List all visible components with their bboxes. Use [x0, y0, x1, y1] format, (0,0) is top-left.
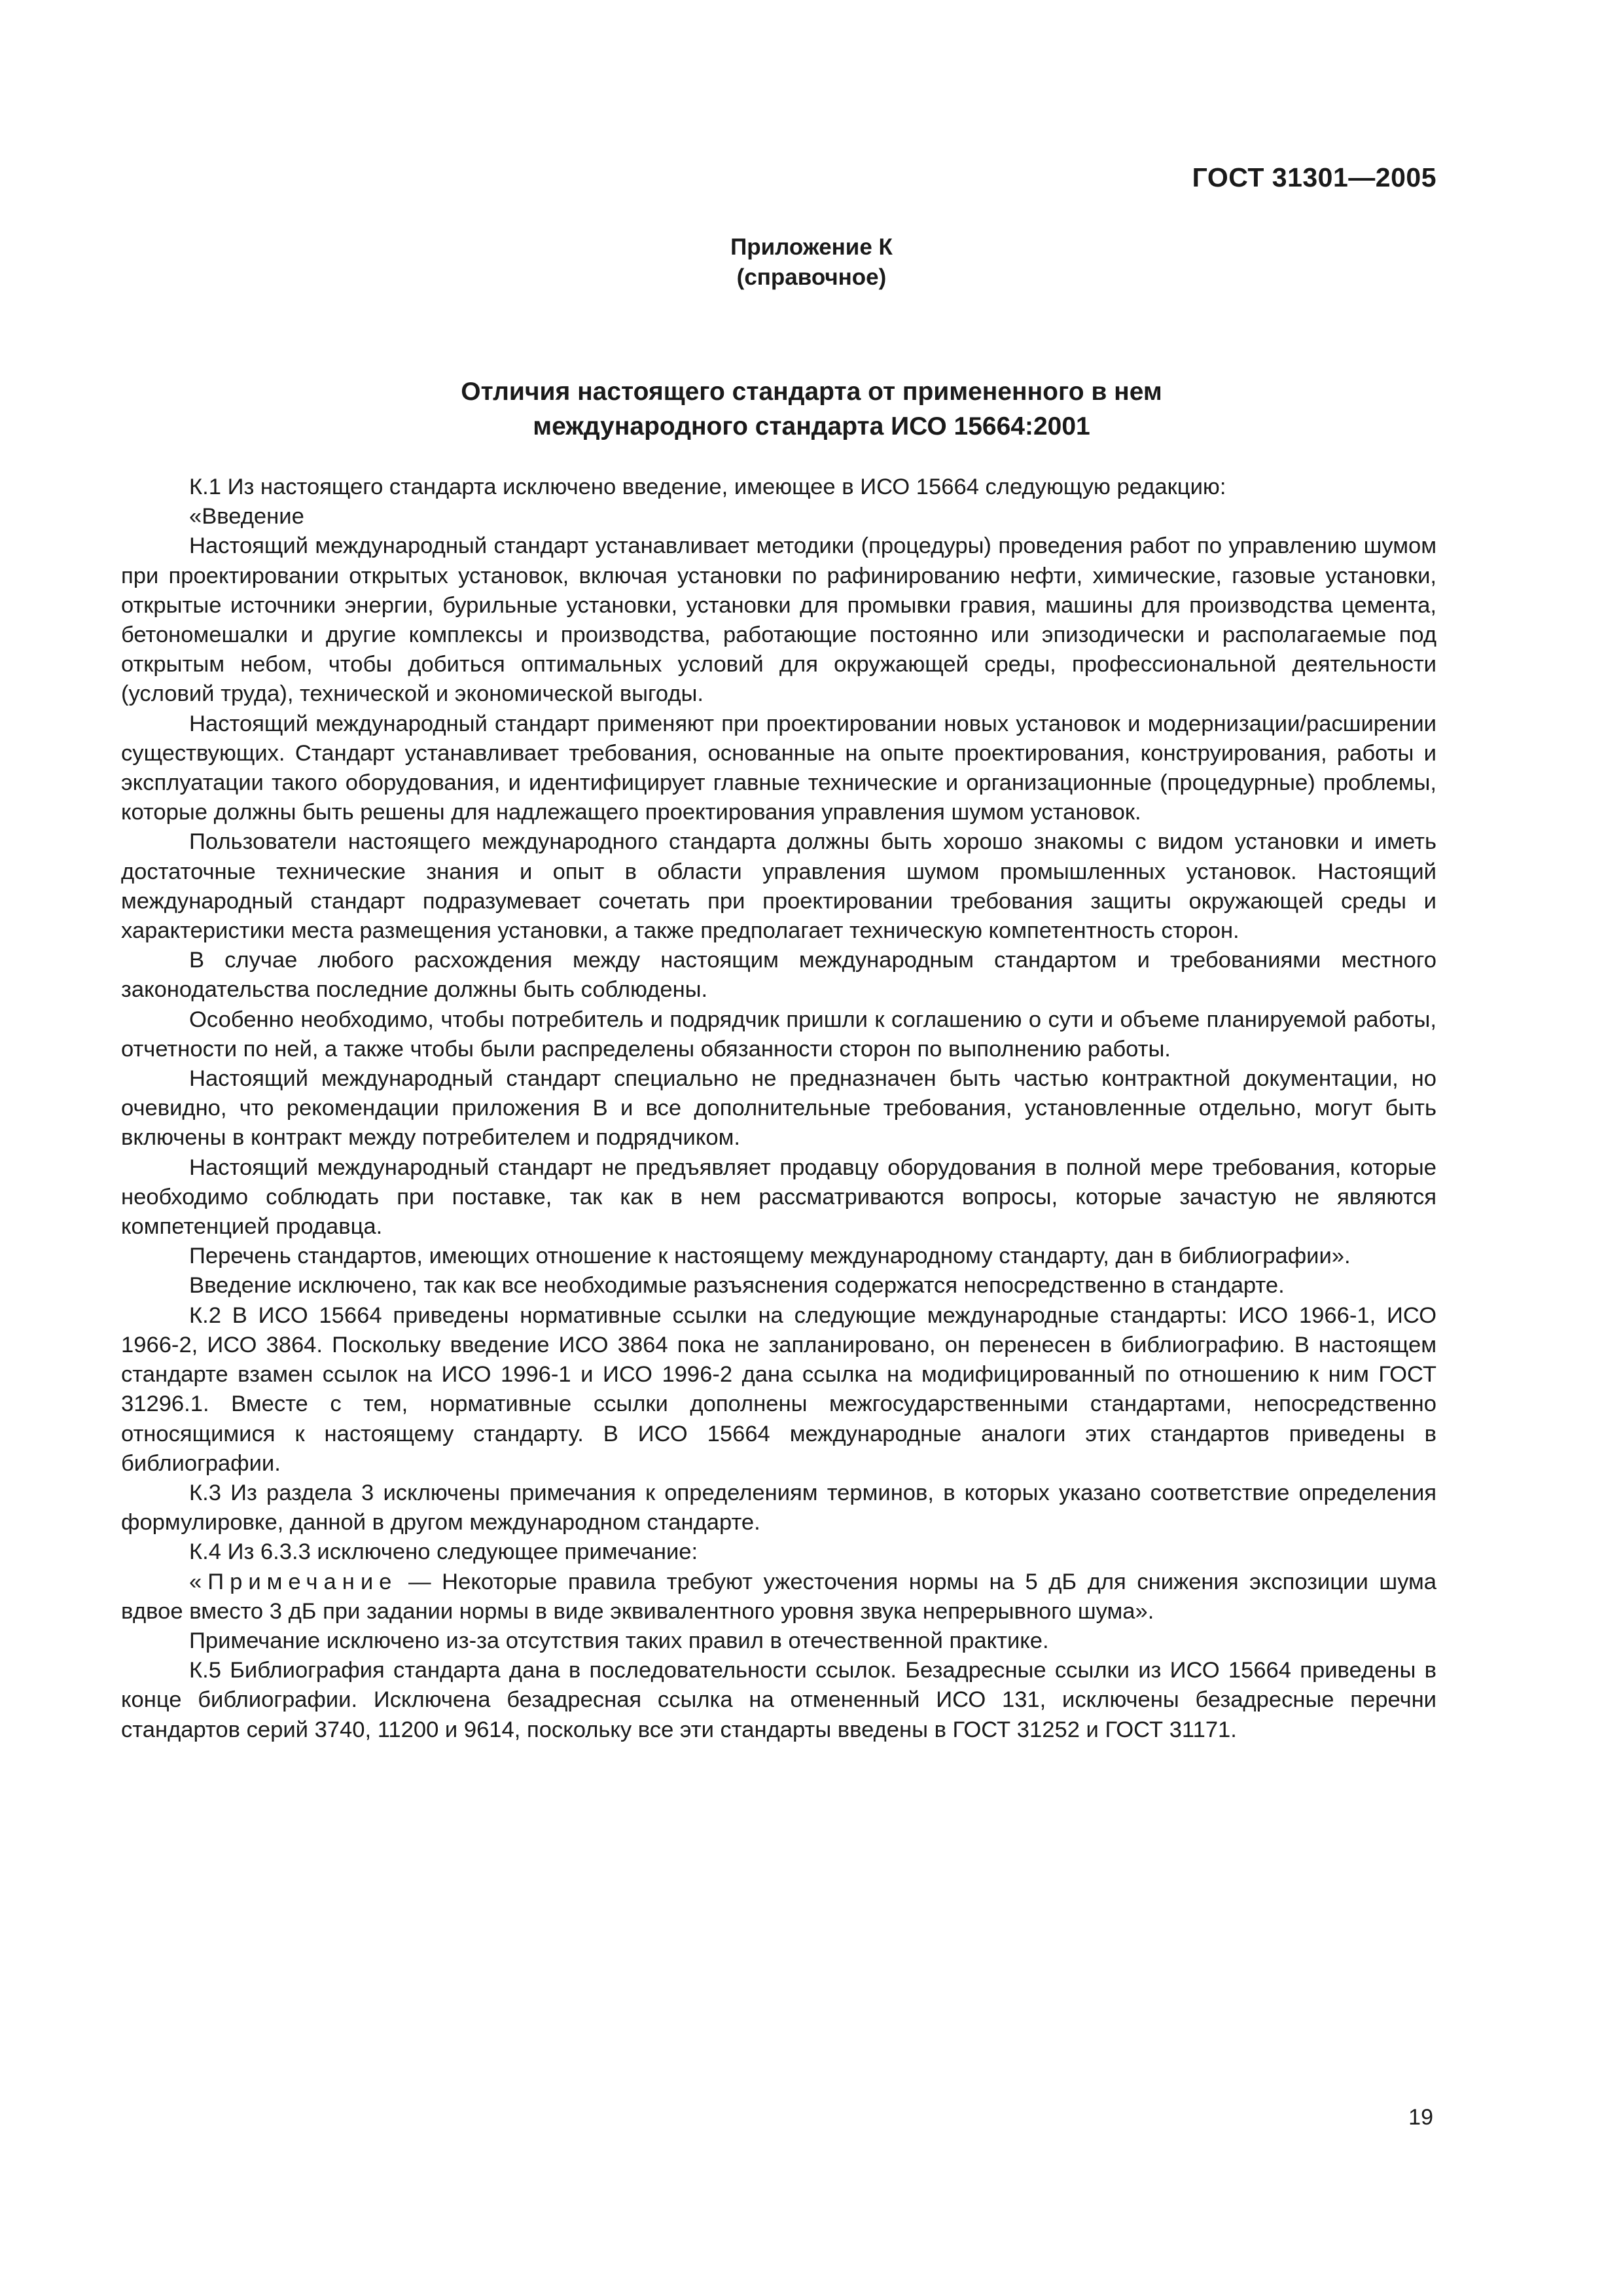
body-text — [121, 473, 1436, 1745]
intro-heading: «Введение — [189, 504, 304, 529]
clause-k1: К.1 Из настоящего стандарта исключено введение, имеющее в ИСО 15664 следующую редакцию: — [189, 475, 1226, 499]
clause-k4: К.4 Из 6.3.3 исключено следующее примечание: — [189, 1539, 698, 1565]
paragraph: Настоящий международный стандарт не предъявляет продавцу оборудования в полной мере требования, которые необходимо соблюдать при поставке, так как в нем рассматриваются вопросы, которые зачастую не являются компетенцией продавца. — [121, 1155, 1436, 1240]
clause-k2: К.2 В ИСО 15664 приведены нормативные ссылки на следующие международные стандарты: ИСО 1966-1, ИСО 1966-2, ИСО 3864. Поскольку введение ИСО 3864 пока не запланировано, он перенесен в библиографию. В настоящем стандарте взамен ссылок на ИСО 1996-1 и ИСО 1996-2 дана ссылка на модифицированный по отношению к ним ГОСТ 31296.1. Вместе с тем, нормативные ссылки дополнены межгосударственными стандартами, непосредственно относящимися к настоящему стандарту. В ИСО 15664 международные аналоги этих стандартов приведены в библиографии. — [121, 1302, 1436, 1476]
paragraph: Настоящий международный стандарт применяют при проектировании новых установок и модернизации/расширении существующих. Стандарт устанавливает требования, основанные на опыте проектирования, конструирования, работы и эксплуатации такого оборудования, и идентифицирует главные технические и организационные (процедурные) проблемы, которые должны быть решены для надлежащего проектирования управления шумом установок. — [121, 711, 1436, 825]
note-prefix: «Примечание — [189, 1569, 398, 1594]
title-line-2: международного стандарта ИСО 15664:2001 — [533, 412, 1090, 440]
appendix-label: Приложение К — [730, 234, 893, 260]
paragraph: Примечание исключено из-за отсутствия таких правил в отечественной практике. — [189, 1628, 1049, 1653]
title-line-1: Отличия настоящего стандарта от примененного в нем — [461, 378, 1162, 406]
clause-k5: К.5 Библиография стандарта дана в последовательности ссылок. Безадресные ссылки из ИСО 15664 приведены в конце библиографии. Исключена безадресная ссылка на отмененный ИСО 131, исключены безадресные перечни стандартов серий 3740, 11200 и 9614, поскольку все эти стандарты введены в ГОСТ 31252 и ГОСТ 31171. — [121, 1658, 1436, 1742]
appendix-heading — [0, 232, 1623, 293]
appendix-type: (справочное) — [736, 264, 887, 290]
paragraph: Особенно необходимо, чтобы потребитель и подрядчик пришли к соглашению о сути и объеме планируемой работы, отчетности по ней, а также чтобы были распределены обязанности сторон по выполнению работы. — [121, 1007, 1436, 1062]
paragraph: Настоящий международный стандарт специально не предназначен быть частью контрактной документации, но очевидно, что рекомендации приложения В и все дополнительные требования, установленные отдельно, могут быть включены в контракт между потребителем и подрядчиком. — [121, 1066, 1436, 1151]
paragraph: Перечень стандартов, имеющих отношение к настоящему международному стандарту, дан в библиографии». — [189, 1244, 1351, 1269]
paragraph: Пользователи настоящего международного стандарта должны быть хорошо знакомы с видом установки и иметь достаточные технические знания и опыт в области управления шумом промышленных установок. Настоящий международный стандарт подразумевает сочетать при проектировании требования защиты окружающей среды и характеристики места размещения установки, а также предполагает техническую компетентность сторон. — [121, 829, 1436, 944]
paragraph: В случае любого расхождения между настоящим международным стандартом и требованиями местного законодательства последние должны быть соблюдены. — [121, 948, 1436, 1003]
note-text: — Некоторые правила требуют ужесточения нормы на 5 дБ для снижения экспозиции шума вдвое вместо 3 дБ при задании нормы в виде эквивалентного уровня звука непрерывного шума». — [121, 1569, 1436, 1624]
page-number: 19 — [1408, 2105, 1433, 2130]
appendix-title — [0, 374, 1623, 444]
document-code: ГОСТ 31301—2005 — [1192, 162, 1436, 192]
paragraph: Введение исключено, так как все необходимые разъяснения содержатся непосредственно в стандарте. — [189, 1273, 1285, 1299]
paragraph: Настоящий международный стандарт устанавливает методики (процедуры) проведения работ по управлению шумом при проектировании открытых установок, включая установки по рафинированию нефти, химические, газовые установки, открытые источники энергии, бурильные установки, установки для промывки гравия, машины для производства цемента, бетономешалки и другие комплексы и производства, работающие постоянно или эпизодически и располагаемые под открытым небом, чтобы добиться оптимальных условий для окружающей среды, профессиональной деятельности (условий труда), технической и экономической выгоды. — [121, 533, 1436, 707]
clause-k3: К.3 Из раздела 3 исключены примечания к определениям терминов, в которых указано соответствие определения формулировке, данной в другом международном стандарте. — [121, 1480, 1436, 1535]
excluded-note — [121, 1568, 1436, 1626]
